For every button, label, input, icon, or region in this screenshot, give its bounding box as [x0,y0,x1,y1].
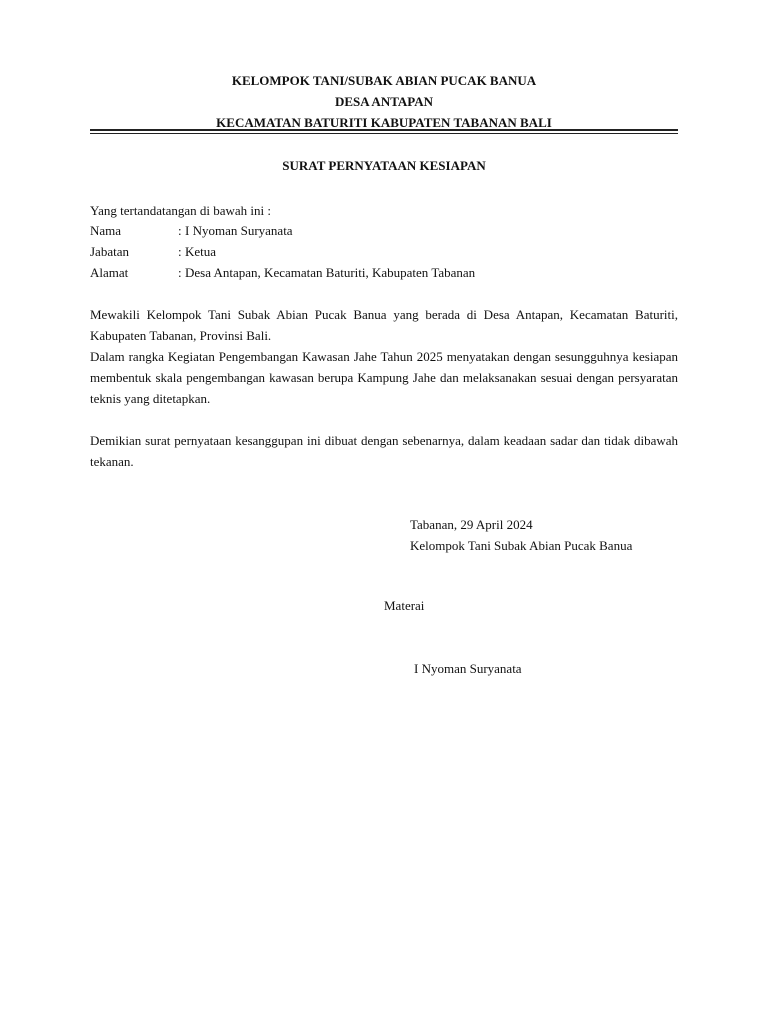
letterhead-divider [90,129,678,134]
field-label: Jabatan [90,244,129,259]
letterhead-line-2: DESA ANTAPAN [334,94,434,109]
field-label: Alamat [90,265,129,280]
field-separator: : [178,265,182,280]
field-separator: : [178,223,182,238]
field-separator: : [178,244,182,259]
document-title: SURAT PERNYATAAN KESIAPAN [282,158,486,173]
paragraph-representation: Mewakili Kelompok Tani Subak Abian Pucak Banua yang berada di Desa Antapan, Kecamatan Baturiti, Kabupaten Tabanan, Provinsi Bali. [90,307,678,343]
intro-text: Yang tertandatangan di bawah ini : [90,203,271,218]
letterhead-line-1: KELOMPOK TANI/SUBAK ABIAN PUCAK BANUA [231,73,537,88]
place-date: Tabanan, 29 April 2024 [410,517,533,532]
field-row-nama [90,220,475,241]
field-row-alamat [90,262,475,283]
materai-stamp-placeholder: Materai [384,598,425,613]
paragraph-statement: Dalam rangka Kegiatan Pengembangan Kawasan Jahe Tahun 2025 menyatakan dengan sesungguhnya kesiapan membentuk skala pengembangan kawasan berupa Kampung Jahe dan melaksanakan sesuai dengan persyaratan teknis yang ditetapkan. [90,349,678,406]
identity-fields [90,220,475,283]
signing-organization: Kelompok Tani Subak Abian Pucak Banua [410,538,633,553]
field-row-jabatan [90,241,475,262]
letterhead [90,70,678,133]
field-label: Nama [90,223,122,238]
paragraph-closing: Demikian surat pernyataan kesanggupan ini dibuat dengan sebenarnya, dalam keadaan sadar dan tidak dibawah tekanan. [90,433,678,469]
field-value: I Nyoman Suryanata [185,223,293,238]
signer-name: I Nyoman Suryanata [414,661,522,676]
letterhead-line-3: KECAMATAN BATURITI KABUPATEN TABANAN BALI [216,115,552,130]
field-value: Desa Antapan, Kecamatan Baturiti, Kabupaten Tabanan [185,265,476,280]
signature-block [410,514,632,556]
field-value: Ketua [185,244,217,259]
